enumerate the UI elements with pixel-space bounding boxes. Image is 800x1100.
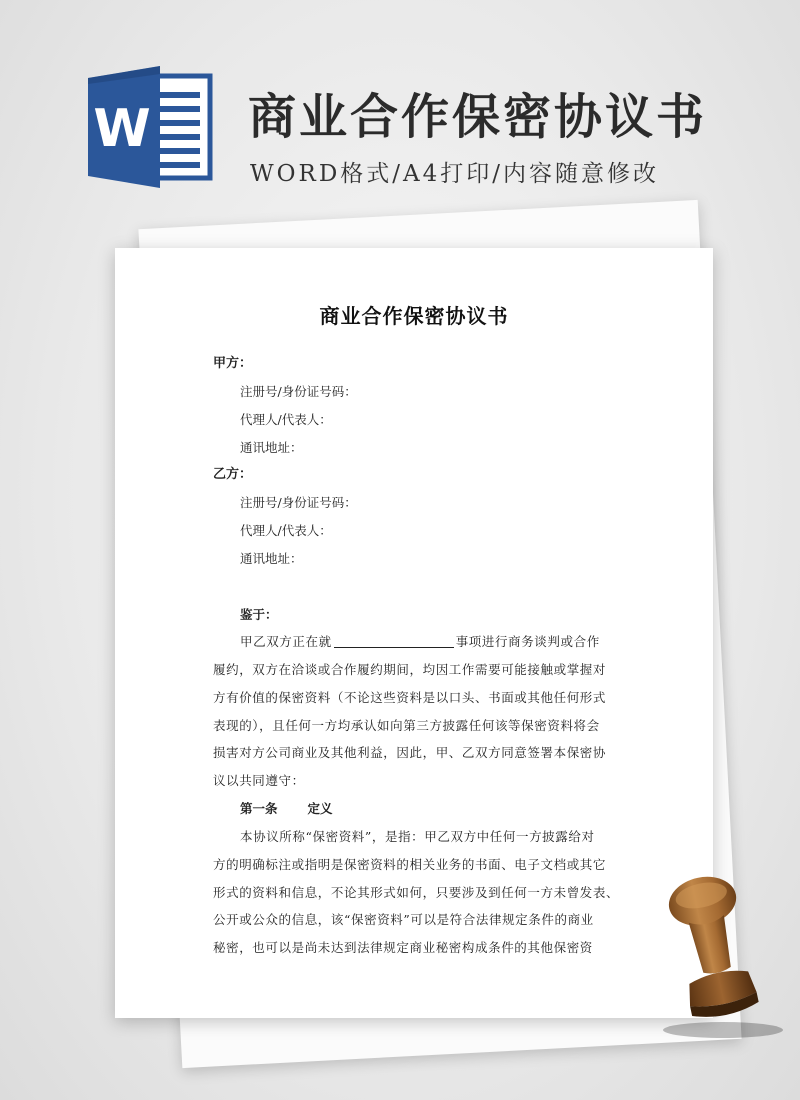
document-title: 商业合作保密协议书: [319, 304, 509, 328]
article-1-heading: [240, 801, 333, 817]
party-b-label: 乙方：: [213, 467, 253, 482]
whereas-line: 议以共同遵守：: [213, 773, 305, 788]
page-title: 商业合作保密协议书: [248, 89, 708, 145]
party-a-agent-field: 代理人/代表人：: [240, 412, 332, 427]
whereas-line: 损害对方公司商业及其他利益，因此，甲、乙双方同意签署本保密协: [213, 745, 607, 760]
party-a-label: 甲方：: [213, 356, 253, 371]
article-1-line: 秘密，也可以是尚未达到法律规定商业秘密构成条件的其他保密资: [213, 940, 593, 955]
party-b-address-field: 通讯地址：: [240, 551, 303, 566]
whereas-first-line: [240, 634, 600, 650]
stamp-icon: [645, 870, 785, 1040]
party-a-id-field: 注册号/身份证号码：: [240, 384, 357, 399]
article-1-line: 公开或公众的信息，该“保密资料”可以是符合法律规定条件的商业: [213, 912, 594, 927]
article-1-number: 第一条: [240, 801, 278, 816]
word-logo-letter: W: [93, 99, 151, 159]
article-1-title: 定义: [307, 801, 333, 816]
word-logo-icon: [88, 66, 214, 188]
whereas-line: 表现的），且任何一方均承认如向第三方披露任何该等保密资料将会: [213, 718, 600, 733]
page-subtitle: WORD格式/A4打印/内容随意修改: [250, 161, 659, 187]
blank-underline: [334, 635, 454, 648]
whereas-line: 履约，双方在洽谈或合作履约期间，均因工作需要可能接触或掌握对: [213, 662, 607, 677]
whereas-line: 方有价值的保密资料（不论这些资料是以口头、书面或其他任何形式: [213, 690, 607, 705]
article-1-line: 方的明确标注或指明是保密资料的相关业务的书面、电子文档或其它: [213, 857, 607, 872]
party-a-address-field: 通讯地址：: [240, 440, 303, 455]
party-b-agent-field: 代理人/代表人：: [240, 523, 332, 538]
article-1-line: 形式的资料和信息，不论其形式如何，只要涉及到任何一方未曾发表、: [213, 885, 620, 900]
party-b-id-field: 注册号/身份证号码：: [240, 495, 357, 510]
whereas-heading: 鉴于：: [240, 607, 278, 622]
whereas-line1-before: 甲乙双方正在就: [240, 634, 332, 649]
whereas-line1-after: 事项进行商务谈判或合作: [455, 634, 600, 649]
document-page: [115, 248, 713, 1018]
article-1-first-line: 本协议所称“保密资料”，是指：甲乙双方中任何一方披露给对: [240, 829, 595, 844]
